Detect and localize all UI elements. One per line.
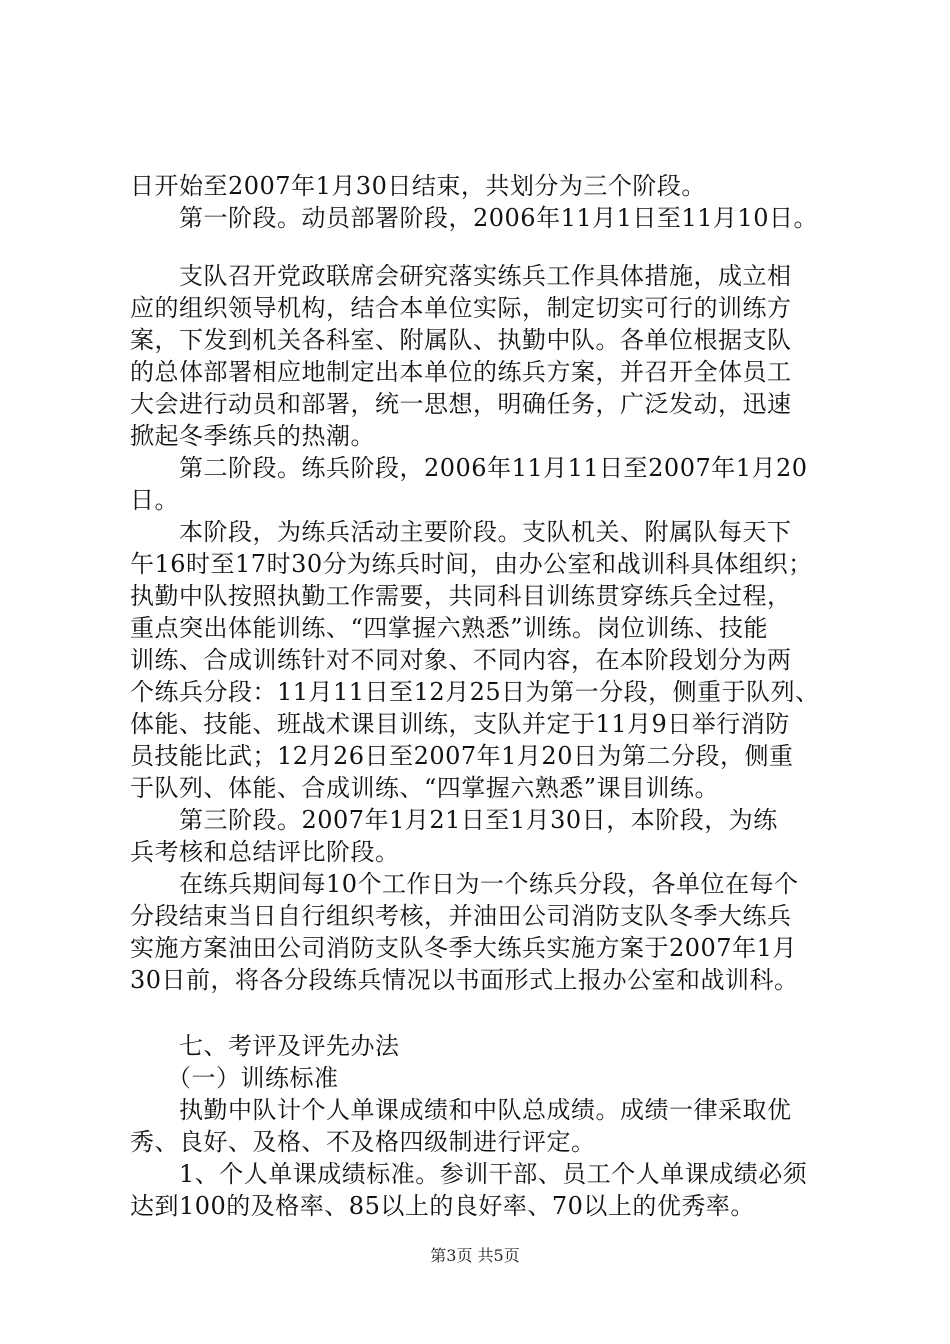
text-line: 训练、合成训练针对不同对象、不同内容，在本阶段划分为两 <box>130 646 792 674</box>
page-footer: 第3页 共5页 <box>430 1246 520 1265</box>
text-line: 执勤中队计个人单课成绩和中队总成绩。成绩一律采取优 <box>130 1096 792 1124</box>
section-heading: 七、考评及评先办法 <box>130 1032 400 1060</box>
text-line: 于队列、体能、合成训练、“四掌握六熟悉”课目训练。 <box>130 774 720 802</box>
document-body <box>130 170 830 1222</box>
text-line: 第三阶段。2007年1月21日至1月30日，本阶段，为练 <box>130 806 778 834</box>
text-line: 日开始至2007年1月30日结束，共划分为三个阶段。 <box>130 172 706 200</box>
text-line: 日。 <box>130 486 179 514</box>
text-line: 30日前，将各分段练兵情况以书面形式上报办公室和战训科。 <box>130 966 799 994</box>
paragraph-gap <box>130 234 830 260</box>
text-line: 第一阶段。动员部署阶段，2006年11月1日至11月10日。 <box>130 204 818 232</box>
text-line: 案，下发到机关各科室、附属队、执勤中队。各单位根据支队 <box>130 326 792 354</box>
text-line: 大会进行动员和部署，统一思想，明确任务，广泛发动，迅速 <box>130 390 792 418</box>
text-line: 执勤中队按照执勤工作需要，共同科目训练贯穿练兵全过程， <box>130 582 792 610</box>
text-line: 达到100的及格率、85以上的良好率、70以上的优秀率。 <box>130 1192 755 1220</box>
text-line: 的总体部署相应地制定出本单位的练兵方案，并召开全体员工 <box>130 358 792 386</box>
text-line: 午16时至17时30分为练兵时间，由办公室和战训科具体组织； <box>130 550 813 578</box>
text-line: 支队召开党政联席会研究落实练兵工作具体措施，成立相 <box>130 262 792 290</box>
text-line: 1、个人单课成绩标准。参训干部、员工个人单课成绩必须 <box>130 1160 808 1188</box>
text-line: 重点突出体能训练、“四掌握六熟悉”训练。岗位训练、技能 <box>130 614 769 642</box>
text-line: 体能、技能、班战术课目训练，支队并定于11月9日举行消防 <box>130 710 790 738</box>
text-line: 应的组织领导机构，结合本单位实际，制定切实可行的训练方 <box>130 294 792 322</box>
text-line: 兵考核和总结评比阶段。 <box>130 838 400 866</box>
text-line: 第二阶段。练兵阶段，2006年11月11日至2007年1月20 <box>130 454 808 482</box>
text-line: 秀、良好、及格、不及格四级制进行评定。 <box>130 1128 596 1156</box>
text-line: 分段结束当日自行组织考核，并油田公司消防支队冬季大练兵 <box>130 902 792 930</box>
paragraph-gap <box>130 996 830 1030</box>
subsection-heading: （一）训练标准 <box>130 1064 339 1092</box>
text-line: 员技能比武；12月26日至2007年1月20日为第二分段，侧重 <box>130 742 794 770</box>
text-line: 本阶段，为练兵活动主要阶段。支队机关、附属队每天下 <box>130 518 792 546</box>
text-line: 个练兵分段：11月11日至12月25日为第一分段，侧重于队列、 <box>130 678 820 706</box>
text-line: 在练兵期间每10个工作日为一个练兵分段，各单位在每个 <box>130 870 799 898</box>
text-line: 实施方案油田公司消防支队冬季大练兵实施方案于2007年1月 <box>130 934 797 962</box>
text-line: 掀起冬季练兵的热潮。 <box>130 422 375 450</box>
